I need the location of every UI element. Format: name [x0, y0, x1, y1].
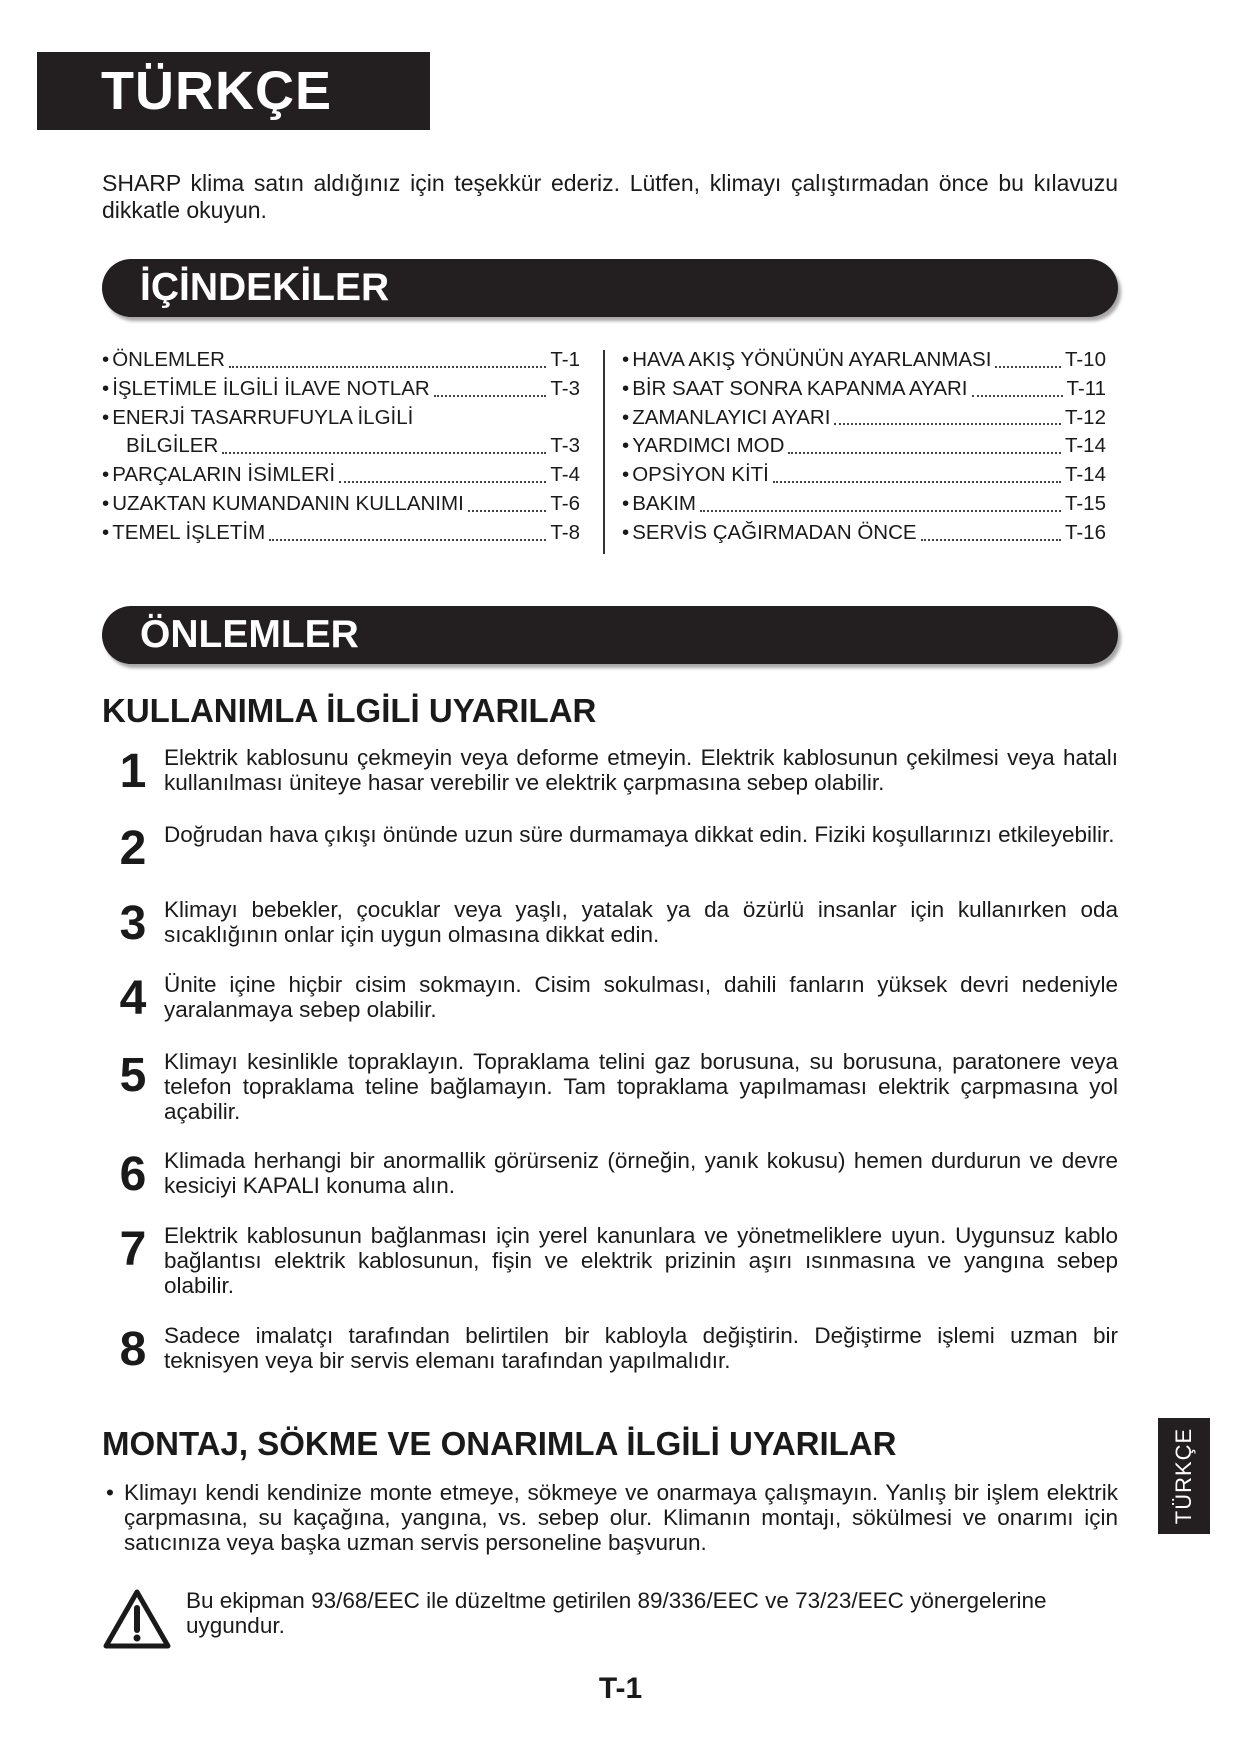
- warning-text: Sadece imalatçı tarafından belirtilen bir kabloyla değiştirin. Değiştirme işlemi uzman bir teknisyen veya bir servis elemanı tarafından yapılmalıdır.: [164, 1323, 1118, 1373]
- warning-text: Klimada herhangi bir anormallik görürseniz (örneğin, yanık kokusu) hemen durdurun ve devre kesiciyi KAPALI konuma alın.: [164, 1148, 1118, 1198]
- toc-item[interactable]: • İŞLETİMLE İLGİLİ İLAVE NOTLAR T-3: [102, 376, 580, 400]
- warning-item: [102, 1148, 1118, 1200]
- toc-item[interactable]: • ZAMANLAYICI AYARI T-12: [622, 405, 1106, 429]
- toc-item[interactable]: • ENERJİ TASARRUFUYLA İLGİLİ BİLGİLER T-3: [102, 405, 580, 458]
- warning-number: 5: [119, 1049, 147, 1102]
- warning-text: Klimayı bebekler, çocuklar veya yaşlı, yatalak ya da özürlü insanlar için kullanırken oda sıcaklığının onlar için uygun olmasına dikkat edin.: [164, 897, 1118, 947]
- warning-number: 7: [119, 1223, 147, 1276]
- toc-column-right: [622, 346, 1106, 548]
- toc-item[interactable]: • ÖNLEMLER T-1: [102, 348, 580, 371]
- toc-column-left: [102, 346, 580, 548]
- warning-number: 6: [119, 1148, 147, 1201]
- compliance-text: Bu ekipman 93/68/EEC ile düzeltme getirilen 89/336/EEC ve 73/23/EEC yönergelerine uygundur.: [186, 1588, 1047, 1638]
- toc-item[interactable]: • UZAKTAN KUMANDANIN KULLANIMI T-6: [102, 491, 580, 515]
- toc-item[interactable]: • YARDIMCI MOD T-14: [622, 434, 1106, 458]
- toc-divider: [603, 350, 605, 554]
- warning-number: 4: [119, 972, 147, 1025]
- warning-item: [102, 1323, 1118, 1375]
- warning-item: [102, 822, 1118, 874]
- page-number: T-1: [598, 1672, 643, 1705]
- warning-text: Elektrik kablosunu çekmeyin veya deforme etmeyin. Elektrik kablosunun çekilmesi veya hatalı kullanılması üniteye hasar verebilir ve elektrik çarpmasına sebep olabilir.: [164, 745, 1118, 795]
- toc-item[interactable]: • BİR SAAT SONRA KAPANMA AYARI T-11: [622, 376, 1106, 400]
- warning-text: Klimayı kesinlikle topraklayın. Topraklama telini gaz borusuna, su borusuna, paratonere veya telefon topraklama teline bağlamayın. Tam topraklama yapılmaması elektrik çarpmasına yol açabilir.: [164, 1049, 1118, 1124]
- warning-text: Elektrik kablosunun bağlanması için yerel kanunlara ve yönetmeliklere uyun. Uygunsuz kablo bağlantısı elektrik kablosunun, fişin ve elektrik prizinin aşırı ısınmasına ve yangına sebep olabilir.: [164, 1223, 1118, 1298]
- warning-item: [102, 1223, 1118, 1298]
- intro-text: SHARP klima satın aldığınız için teşekkür ederiz. Lütfen, klimayı çalıştırmadan önce bu kılavuzu dikkatle okuyun.: [102, 170, 1118, 223]
- install-note-text: Klimayı kendi kendinize monte etmeye, sökmeye ve onarmaya çalışmayın. Yanlış bir işlem elektrik çarpmasına, su kaçağına, yangına, vs. sebep olur. Klimanın montajı, sökülmesi ve onarımı için satıcınıza veya başka uzman servis personeline başvurun.: [124, 1480, 1118, 1555]
- warning-item: [102, 745, 1118, 797]
- compliance-notice: [102, 1588, 1118, 1650]
- warning-number: 8: [119, 1323, 147, 1376]
- warning-number: 2: [119, 822, 147, 875]
- warning-item: [102, 972, 1118, 1024]
- toc-item[interactable]: • OPSİYON KİTİ T-14: [622, 463, 1106, 487]
- warning-number: 1: [119, 745, 147, 798]
- toc-item[interactable]: • HAVA AKIŞ YÖNÜNÜN AYARLANMASI T-10: [622, 348, 1106, 371]
- warning-item: [102, 897, 1118, 949]
- warning-text: Ünite içine hiçbir cisim sokmayın. Cisim sokulması, dahili fanların yüksek devri nedeniyle yaralanmaya sebep olabilir.: [164, 972, 1118, 1022]
- warning-text: Doğrudan hava çıkışı önünde uzun süre durmamaya dikkat edin. Fiziki koşullarınızı etkileyebilir.: [164, 822, 1115, 847]
- language-header: TÜRKÇE: [37, 52, 430, 130]
- contents-title: İÇİNDEKİLER: [102, 259, 1118, 317]
- install-note: • Klimayı kendi kendinize monte etmeye, sökmeye ve onarmaya çalışmayın. Yanlış bir işlem elektrik çarpmasına, su kaçağına, yangına, vs. sebep olur. Klimanın montajı, sökülmesi ve onarımı için satıcınıza veya başka uzman servis personeline başvurun.: [106, 1480, 1118, 1555]
- toc-item[interactable]: • BAKIM T-15: [622, 491, 1106, 515]
- warning-item: [102, 1049, 1118, 1124]
- language-side-tab: TÜRKÇE: [1158, 1418, 1210, 1534]
- toc-item[interactable]: • TEMEL İŞLETİM T-8: [102, 520, 580, 544]
- toc-item[interactable]: • PARÇALARIN İSİMLERİ T-4: [102, 463, 580, 487]
- warning-number: 3: [119, 897, 147, 950]
- warning-triangle-icon: [102, 1588, 172, 1650]
- install-warnings-heading: MONTAJ, SÖKME VE ONARIMLA İLGİLİ UYARILAR: [102, 1425, 897, 1462]
- precautions-title: ÖNLEMLER: [102, 606, 1118, 664]
- toc-item[interactable]: • SERVİS ÇAĞIRMADAN ÖNCE T-16: [622, 520, 1106, 544]
- usage-warnings-heading: KULLANIMLA İLGİLİ UYARILAR: [102, 692, 597, 729]
